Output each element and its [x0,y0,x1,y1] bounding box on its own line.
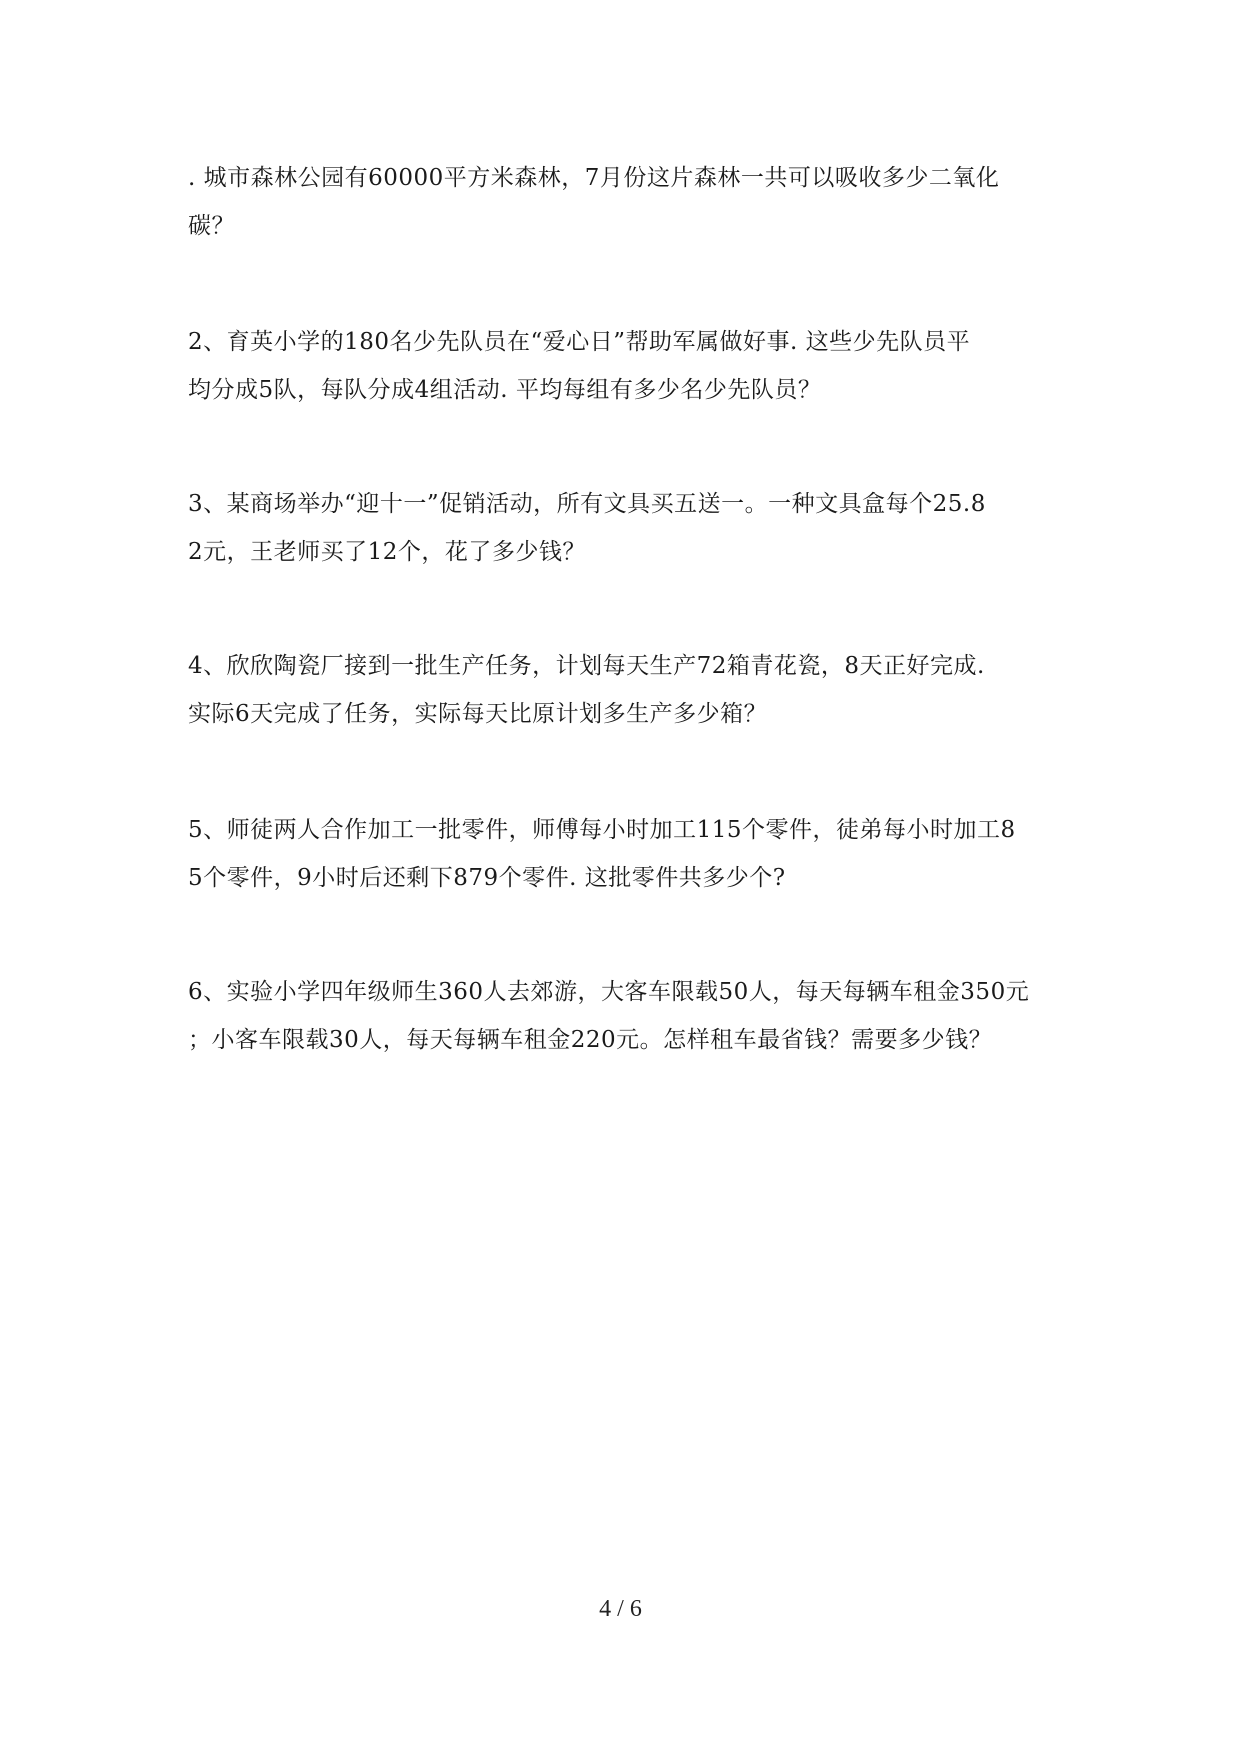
problem-line: 5个零件，9小时后还剩下879个零件. 这批零件共多少个? [188,865,786,891]
page-number: 4 / 6 [599,1596,642,1622]
problem-line: 2、育英小学的180名少先队员在“爱心日”帮助军属做好事. 这些少先队员平 [188,329,971,355]
problem-line: 实际6天完成了任务，实际每天比原计划多生产多少箱？ [188,701,768,727]
problem-6 [188,968,1068,1064]
problem-line: 5、师徒两人合作加工一批零件，师傅每小时加工115个零件，徒弟每小时加工8 [188,817,1016,843]
problem-4 [188,642,1068,738]
problem-line: ；小客车限载30人，每天每辆车租金220元。怎样租车最省钱？需要多少钱？ [188,1027,993,1053]
problem-line: 3、某商场举办“迎十一”促销活动，所有文具买五送一。一种文具盒每个25.8 [188,491,986,517]
problem-line: 碳？ [188,213,235,239]
problem-5 [188,806,1068,902]
problem-line: 6、实验小学四年级师生360人去郊游，大客车限载50人，每天每辆车租金350元 [188,979,1030,1005]
problem-1 [188,154,1068,250]
problem-2 [188,318,1068,414]
problem-line: 2元，王老师买了12个，花了多少钱？ [188,539,586,565]
problem-line: 4、欣欣陶瓷厂接到一批生产任务，计划每天生产72箱青花瓷，8天正好完成. [188,653,985,679]
problem-3 [188,480,1068,576]
problem-line: 均分成5队，每队分成4组活动. 平均每组有多少名少先队员？ [188,377,822,403]
problem-line: . 城市森林公园有60000平方米森林，7月份这片森林一共可以吸收多少二氧化 [188,165,1000,191]
